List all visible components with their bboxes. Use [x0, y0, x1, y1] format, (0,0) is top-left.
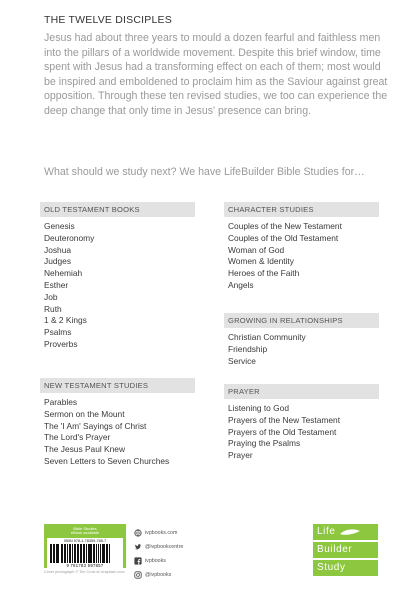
category-heading: PRAYER — [224, 384, 379, 399]
barcode-bar — [64, 544, 66, 563]
facebook-icon — [134, 557, 142, 565]
barcode — [47, 538, 123, 568]
list-item: The 'I Am' Sayings of Christ — [44, 420, 147, 431]
social-text: ivpbooks — [145, 558, 166, 564]
barcode-bar — [80, 544, 82, 563]
barcode-bar — [56, 544, 58, 563]
list-item: Heroes of the Faith — [228, 268, 300, 279]
list-item: The Lord's Prayer — [44, 432, 111, 443]
leaf-icon — [339, 528, 361, 536]
list-item: Prayers of the Old Testament — [228, 426, 337, 437]
list-item: Listening to God — [228, 403, 289, 413]
barcode-bar — [69, 544, 71, 563]
barcode-bar — [88, 544, 90, 563]
barcode-bar — [106, 544, 108, 563]
category-list — [224, 332, 379, 367]
twitter-icon — [134, 543, 142, 551]
category-prayer — [224, 384, 379, 462]
category-heading: GROWING IN RELATIONSHIPS — [224, 313, 379, 328]
barcode-bar — [93, 544, 95, 563]
list-item: Woman of God — [228, 244, 285, 255]
brand-line-life: Life — [313, 524, 378, 540]
list-item: The Jesus Paul Knew — [44, 444, 126, 455]
category-list — [224, 403, 379, 462]
list-item: Friendship — [228, 343, 268, 354]
barcode-bar — [109, 544, 110, 563]
list-item: 1 & 2 Kings — [44, 315, 87, 326]
isbn-text: ISBN 978-1-78359-785-7 — [63, 538, 107, 543]
barcode-label: Bible Studies eBook available — [70, 526, 100, 536]
lifebuilder-logo — [313, 524, 378, 578]
category-heading: NEW TESTAMENT STUDIES — [40, 378, 195, 393]
list-item: Ruth — [44, 303, 62, 314]
list-item: Deuteronomy — [44, 232, 95, 243]
barcode-panel — [44, 524, 126, 568]
social-text: @ivpbookcentre — [145, 544, 184, 550]
list-item: Joshua — [44, 244, 72, 255]
barcode-bar — [102, 544, 104, 563]
list-item: Prayer — [228, 450, 253, 461]
list-item: Angels — [228, 279, 254, 290]
category-old-testament — [40, 202, 195, 351]
instagram-icon — [134, 571, 142, 579]
list-item: Women & Identity — [228, 256, 294, 267]
list-item: Sermon on the Mount — [44, 408, 125, 419]
list-item: Parables — [44, 397, 78, 407]
list-item: Seven Letters to Seven Churches — [44, 455, 170, 466]
social-twitter[interactable] — [134, 541, 183, 553]
list-item: Proverbs — [44, 338, 78, 349]
series-title: THE TWELVE DISCIPLES — [44, 14, 172, 26]
barcode-bar — [86, 544, 87, 563]
social-website[interactable] — [134, 527, 183, 539]
social-text: ivpbooks.com — [145, 530, 178, 536]
category-list — [40, 221, 195, 351]
category-list — [224, 221, 379, 292]
list-item: Couples of the Old Testament — [228, 232, 339, 243]
barcode-number: 9 781783 597857 — [66, 562, 104, 568]
list-item: Christian Community — [228, 332, 306, 342]
barcode-bars — [50, 544, 120, 563]
social-links — [134, 527, 183, 583]
barcode-bar — [50, 544, 52, 563]
list-item: Psalms — [44, 327, 72, 338]
social-instagram[interactable] — [134, 569, 183, 581]
list-item: Prayers of the New Testament — [228, 414, 341, 425]
brand-line-builder: Builder — [313, 542, 378, 558]
brand-line-study: Study — [313, 560, 378, 576]
list-item: Judges — [44, 256, 72, 267]
category-heading: OLD TESTAMENT BOOKS — [40, 202, 195, 217]
social-text: @ivpbooks — [145, 572, 172, 578]
social-facebook[interactable] — [134, 555, 183, 567]
barcode-bar — [72, 544, 73, 563]
category-relationships — [224, 313, 379, 367]
list-item: Service — [228, 355, 256, 366]
barcode-bar — [58, 544, 59, 563]
list-item: Couples of the New Testament — [228, 221, 342, 231]
barcode-bar — [77, 544, 79, 563]
list-item: Esther — [44, 279, 69, 290]
list-item: Genesis — [44, 221, 75, 231]
barcode-bar — [100, 544, 101, 563]
barcode-bar — [53, 544, 55, 563]
category-character — [224, 202, 379, 292]
list-item: Nehemiah — [44, 268, 83, 279]
barcode-bar — [90, 544, 92, 563]
barcode-bar — [83, 544, 85, 563]
list-item: Praying the Psalms — [228, 438, 301, 449]
study-prompt: What should we study next? We have LifeBuilder Bible Studies for… — [44, 166, 365, 178]
globe-icon — [134, 529, 142, 537]
intro-paragraph: Jesus had about three years to mould a dozen fearful and faithless men into the pillars of a worldwide movement. Despite this brief window, time spent with Jesus had a transforming effect on each of them; most would be inspired and emboldened to proclaim him as the Saviour against great opposition. Through these ten revised studies, we too can experience the deep change that only time in Jesus' presence can bring. — [44, 32, 388, 117]
category-new-testament — [40, 378, 195, 468]
category-list — [40, 397, 195, 468]
photo-credit: Cover photograph © Tim Crow at Unsplash.com — [44, 570, 125, 574]
category-heading: CHARACTER STUDIES — [224, 202, 379, 217]
list-item: Job — [44, 291, 58, 302]
